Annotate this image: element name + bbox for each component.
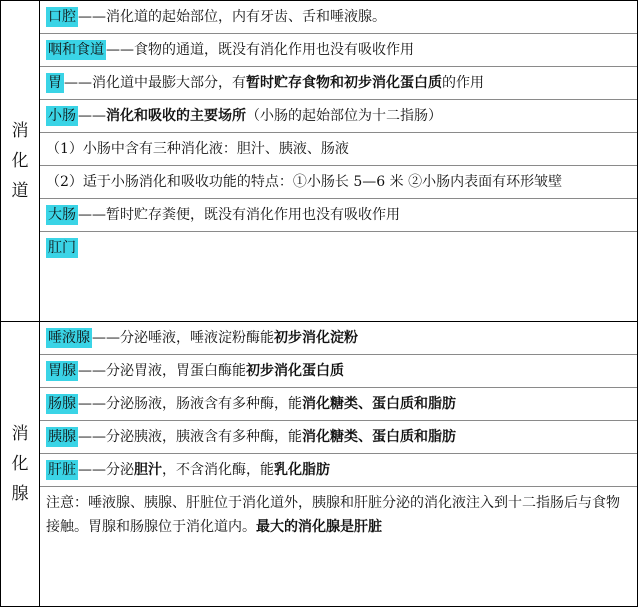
- section-digestive-glands: [1, 322, 638, 607]
- term-highlight: 肝脏: [48, 462, 76, 478]
- row-bold-text: 最大的消化腺是肝脏: [256, 519, 382, 535]
- term-highlight: 胰腺: [48, 429, 76, 445]
- category-cell-tract: [1, 1, 40, 322]
- row-small-intestine-note-2: [40, 165, 637, 198]
- term-highlight: 唾液腺: [48, 330, 90, 346]
- row-bold-text: 消化糖类、蛋白质和脂肪: [302, 429, 456, 445]
- content-cell-glands: [40, 322, 638, 607]
- row-mouth: [40, 1, 637, 33]
- term-highlight: 小肠: [48, 108, 76, 124]
- row-text: ，不含消化酶，能: [162, 462, 274, 478]
- row-text: ——分泌唾液，唾液淀粉酶能: [92, 330, 274, 346]
- row-bold-text: 消化和吸收的主要场所: [106, 108, 246, 124]
- category-char: 道: [11, 181, 29, 201]
- term-highlight: 肛门: [48, 240, 76, 256]
- row-text: ——食物的通道，既没有消化作用也没有吸收作用: [106, 42, 414, 58]
- term-highlight: 肠腺: [48, 396, 76, 412]
- row-note: [40, 486, 637, 543]
- section-digestive-tract: [1, 1, 638, 322]
- term-highlight: 大肠: [48, 207, 76, 223]
- category-char: 消: [11, 121, 29, 141]
- row-text: 注意：唾液腺、胰腺、肝脏位于消化道外，胰腺和肝脏分泌的消化液注入到十二指肠后与食物接触。胃腺和肠腺位于消化道内。: [46, 495, 620, 535]
- row-bold-text: 乳化脂肪: [274, 462, 330, 478]
- row-bold-text: 暂时贮存食物和初步消化蛋白质: [246, 75, 442, 91]
- row-text: ——消化道的起始部位，内有牙齿、舌和唾液腺。: [78, 9, 386, 25]
- row-text: ——: [78, 108, 106, 124]
- row-small-intestine: [40, 99, 637, 132]
- row-small-intestine-note-1: [40, 132, 637, 165]
- row-text: ——分泌胃液，胃蛋白酶能: [78, 363, 246, 379]
- term-highlight: 咽和食道: [48, 42, 104, 58]
- row-salivary-gland: [40, 322, 637, 354]
- term-highlight: 胃腺: [48, 363, 76, 379]
- term-highlight: 胃: [48, 75, 62, 91]
- category-char: 腺: [11, 484, 29, 504]
- row-large-intestine: [40, 198, 637, 231]
- row-pharynx-esophagus: [40, 33, 637, 66]
- row-bold-text: 胆汁: [134, 462, 162, 478]
- row-liver: [40, 453, 637, 486]
- row-text: ——消化道中最膨大部分，有: [64, 75, 246, 91]
- row-text: ——分泌: [78, 462, 134, 478]
- row-text: （1）小肠中含有三种消化液：胆汁、胰液、肠液: [46, 141, 349, 157]
- term-highlight: 口腔: [48, 9, 76, 25]
- row-text: 的作用: [442, 75, 484, 91]
- row-anus: [40, 231, 637, 264]
- category-char: 消: [11, 424, 29, 444]
- content-cell-tract: [40, 1, 638, 322]
- row-text: ——分泌胰液，胰液含有多种酶，能: [78, 429, 302, 445]
- category-cell-glands: [1, 322, 40, 607]
- row-stomach: [40, 66, 637, 99]
- row-bold-text: 消化糖类、蛋白质和脂肪: [302, 396, 456, 412]
- category-char: 化: [11, 151, 29, 171]
- row-bold-text: 初步消化淀粉: [274, 330, 358, 346]
- row-intestinal-gland: [40, 387, 637, 420]
- category-char: 化: [11, 454, 29, 474]
- row-bold-text: 初步消化蛋白质: [246, 363, 344, 379]
- row-gastric-gland: [40, 354, 637, 387]
- row-text: ——分泌肠液，肠液含有多种酶，能: [78, 396, 302, 412]
- row-text: （2）适于小肠消化和吸收功能的特点：①小肠长 5—6 米 ②小肠内表面有环形皱壁: [46, 174, 563, 190]
- row-text: ——暂时贮存粪便，既没有消化作用也没有吸收作用: [78, 207, 400, 223]
- row-pancreas: [40, 420, 637, 453]
- row-text: （小肠的起始部位为十二指肠）: [246, 108, 442, 124]
